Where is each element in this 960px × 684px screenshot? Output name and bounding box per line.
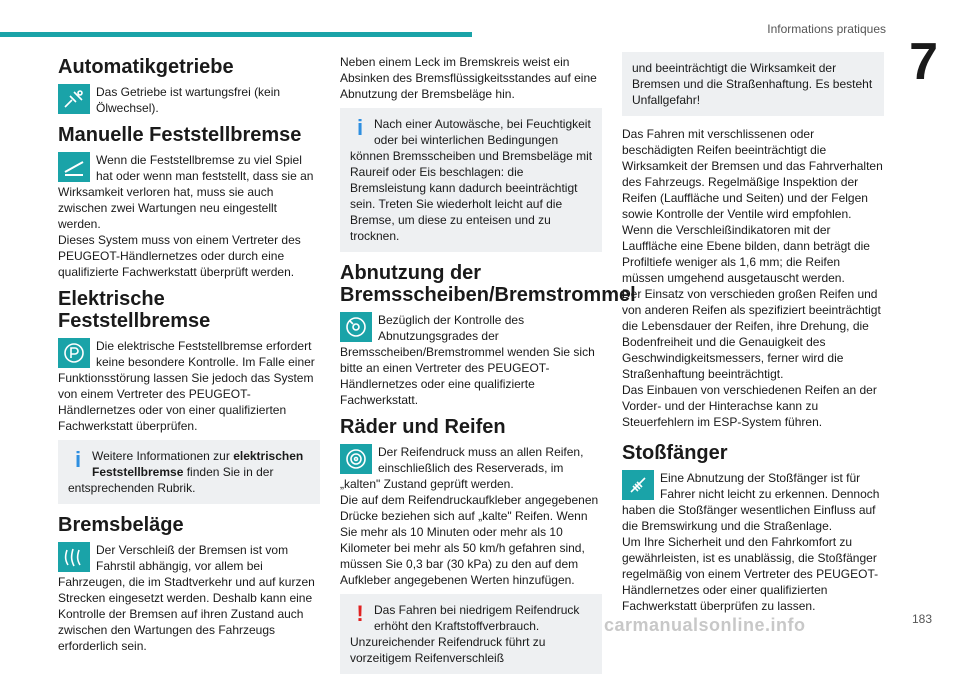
note-text-end: finden Sie in der entsprechenden Rubrik. <box>68 465 274 495</box>
section-title: Informations pratiques <box>767 22 886 36</box>
raeder-text-2: Die auf dem Reifendruckaufkleber angegebenen Drücke beziehen sich auf „kalte" Reifen. Wenn Sie mehr als 10 Minuten oder mehr als 10 Kilometer bei mehr als 50 km/h gefahren sind, müssen Sie 0,3 bar (30 kPa) zu den auf dem Aufkleber angegebenen Werten hinzufügen. <box>340 493 599 587</box>
heading-bremsbelaege: Bremsbeläge <box>58 514 184 536</box>
brake-pads-icon <box>58 542 90 572</box>
reifen-text-3: Der Einsatz von verschieden großen Reifen und von anderen Reifen als spezifiziert beeinträchtigt die Lebensdauer der Reifen, ihre Drehung, die Bodenfreiheit und die Genauigkeit des Geschwindigkeitsmessers, ferner wird die Straßenhaftung beeinträchtigt. <box>622 287 881 381</box>
heading-raeder-reifen: Räder und Reifen <box>340 416 506 438</box>
manuelle-text-2: Dieses System muss von einem Vertreter des PEUGEOT-Händlernetzes oder durch eine qualifizierte Fachwerkstatt überprüft werden. <box>58 233 301 279</box>
gearbox-icon <box>58 84 90 114</box>
info-note-winter <box>340 108 602 252</box>
heading-automatikgetriebe: Automatikgetriebe <box>58 56 234 78</box>
elektrische-text: Die elektrische Feststellbremse erfordert keine besondere Kontrolle. Im Falle einer Funktionsstörung lassen Sie jedoch das System von einem Vertreter des PEUGEOT-Händlernetzes oder von einer qualifizierten Fachwerkstatt überprüfen. <box>58 339 315 433</box>
tyre-icon <box>340 444 372 474</box>
info-icon: i <box>74 447 82 472</box>
column-1 <box>58 52 320 662</box>
warning-text-continued: und beeinträchtigt die Wirksamkeit der Bremsen und die Straßenhaftung. Es besteht Unfallgefahr! <box>632 61 873 107</box>
section-stossfaenger <box>622 470 884 614</box>
raeder-text: Der Reifendruck muss an allen Reifen, einschließlich des Reserverads, im „kalten" Zustand geprüft werden. <box>340 445 584 491</box>
winter-note-text: Nach einer Autowäsche, bei Feuchtigkeit oder bei winterlichen Bedingungen können Bremsscheiben und Bremsbeläge mit Raureif oder Eis beschlagen: die Bremsleistung kann dadurch beeinträchtigt sein. Treten Sie wiederholt leicht auf die Bremse, um diese zu enteisen und zu trocknen. <box>350 117 593 243</box>
header-accent-bar <box>0 32 472 37</box>
column-2 <box>340 52 636 684</box>
column-3 <box>622 52 884 622</box>
note-bold: elektrischen Feststellbremse <box>92 449 304 479</box>
bremsbelaege-intro: Neben einem Leck im Bremskreis weist ein Absinken des Bremsflüssigkeitsstandes auf eine Abnutzung der Bremsbeläge hin. <box>340 55 597 101</box>
warning-text: Das Fahren bei niedrigem Reifendruck erhöht den Kraftstoffverbrauch. Unzureichender Reifendruck führt zu vorzeitigem Reifenverschleiß <box>350 603 580 665</box>
heading-elektrische-feststellbremse: Elektrische Feststellbremse <box>58 288 211 332</box>
warning-note-continued <box>622 52 884 116</box>
section-manuelle <box>58 152 320 280</box>
stossfaenger-text: Eine Abnutzung der Stoßfänger ist für Fahrer nicht leicht zu erkennen. Dennoch haben die Stoßfänger wesentlichen Einfluss auf die Bremswirkung und die Straßenlage. <box>622 471 880 533</box>
handbrake-icon <box>58 152 90 182</box>
brake-disc-icon <box>340 312 372 342</box>
heading-manuelle-feststellbremse: Manuelle Feststellbremse <box>58 124 302 146</box>
info-icon: i <box>356 115 364 140</box>
warning-note-reifendruck <box>340 594 602 674</box>
info-note-elektrische <box>58 440 320 504</box>
shock-absorber-icon <box>622 470 654 500</box>
reifen-text-4: Das Einbauen von verschiedenen Reifen an der Vorder- und der Hinterachse kann zu Steuerfehlern im ESP-System führen. <box>622 383 877 429</box>
chapter-number: 7 <box>909 33 938 91</box>
stossfaenger-text-2: Um Ihre Sicherheit und den Fahrkomfort zu gewährleisten, ist es unablässig, die Stoßfänger regelmäßig von einem Vertreter des PEUGEOT-Händlernetzes oder einer qualifizierten Fachwerkstatt überprüfen zu lassen. <box>622 535 879 613</box>
reifen-text-1: Das Fahren mit verschlissenen oder beschädigten Reifen beeinträchtigt die Wirksamkeit der Bremsen und das Fahrverhalten des Fahrzeugs. Regelmäßige Inspektion der Reifen (Lauffläche und Seiten) und der Felgen sowie Kontrolle der Ventile wird empfohlen. <box>622 127 883 221</box>
warning-icon: ! <box>356 601 364 626</box>
page-number: 183 <box>911 612 932 626</box>
heading-stossfaenger: Stoßfänger <box>622 442 728 464</box>
parking-p-icon <box>58 338 90 368</box>
automatik-text: Das Getriebe ist wartungsfrei (kein Ölwechsel). <box>96 85 281 115</box>
heading-abnutzung: Abnutzung der Bremsscheiben/Bremstrommel <box>340 262 636 306</box>
section-bremsbelaege <box>58 542 320 654</box>
section-abnutzung <box>340 312 602 408</box>
abnutzung-text: Bezüglich der Kontrolle des Abnutzungsgrades der Bremsscheiben/Bremstrommel wenden Sie sich bitte an einen Vertreter des PEUGEOT-Händlernetzes oder eine qualifizierte Fachwerkstatt. <box>340 313 595 407</box>
manuelle-text: Wenn die Feststellbremse zu viel Spiel hat oder wenn man feststellt, dass sie an Wirksamkeit verloren hat, muss sie auch zwischen zwei Wartungen neu eingestellt werden. <box>58 153 314 231</box>
section-elektrische <box>58 338 320 504</box>
watermark: carmanualsonline.info <box>604 615 806 635</box>
reifen-text-2: Wenn die Verschleißindikatoren mit der Lauffläche eine Ebene bilden, dann beträgt die Profiltiefe weniger als 1,6 mm; die Reifen müssen umgehend ausgetauscht werden. <box>622 223 870 285</box>
section-automatikgetriebe <box>58 84 320 116</box>
note-text: Weitere Informationen zur <box>92 449 234 463</box>
bremsbelaege-text: Der Verschleiß der Bremsen ist vom Fahrstil abhängig, vor allem bei Fahrzeugen, die im Stadtverkehr und auf kurzen Strecken eingesetzt werden. Deshalb kann eine Kontrolle der Bremsen auf ihren Zustand auch zwischen den Wartungen des Fahrzeugs erforderlich sein. <box>58 543 315 653</box>
